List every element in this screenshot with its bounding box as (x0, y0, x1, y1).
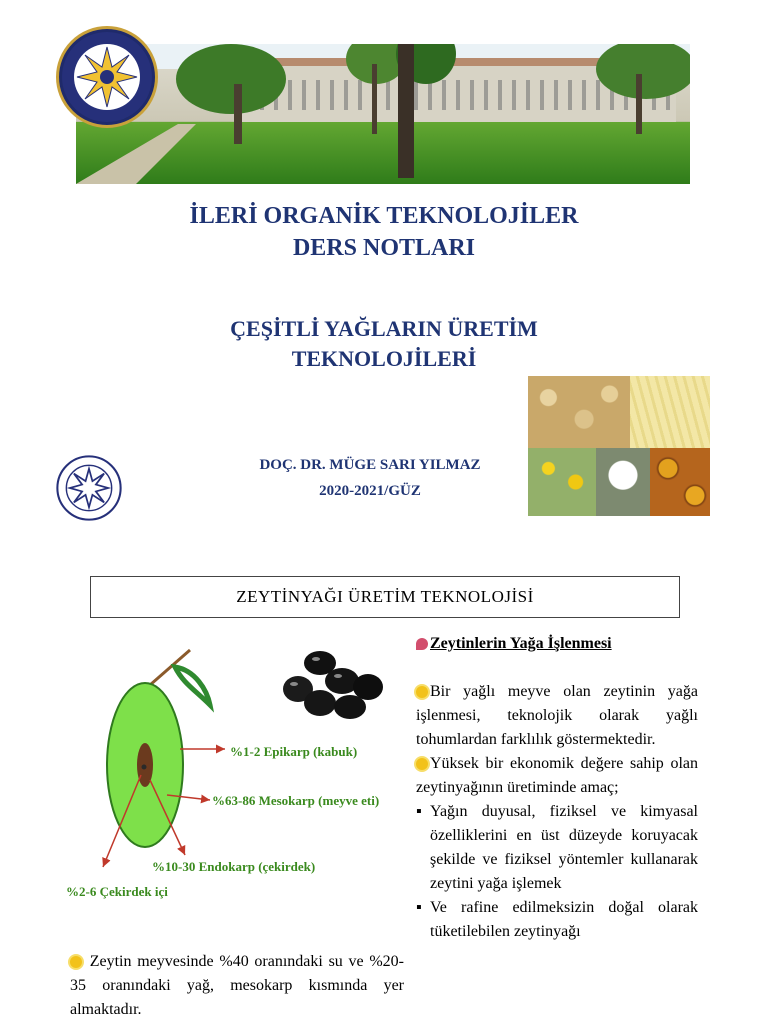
sun-bullet-icon (70, 956, 82, 968)
olive-processing-para2: Yüksek bir ekonomik değere sahip olan zeytinyağının üretiminde amaç; (416, 755, 698, 796)
university-seal-large (56, 26, 158, 128)
olive-composition-paragraph: Zeytin meyvesinde %40 oranındaki su ve %20-35 oranındaki yağ, mesokarp kısmında yer almaktadır. (70, 953, 405, 1018)
mesokarp-label: %63-86 Mesokarp (meyve eti) (212, 793, 380, 808)
olive-leaf-icon (175, 667, 210, 705)
black-olives-photo (272, 645, 392, 725)
seed-label: %2-6 Çekirdek içi (66, 884, 168, 899)
olive-processing-column (416, 632, 698, 944)
topic-title-line1: ÇEŞİTLİ YAĞLARIN ÜRETİM (230, 316, 538, 341)
sun-bullet-icon (416, 686, 428, 698)
olive-processing-heading: Zeytinlerin Yağa İşlenmesi (430, 635, 612, 652)
list-item: ▪ Yağın duyusal, fiziksel ve kimyasal özelliklerini en üst düzeyde koruyacak şekilde ve fiziksel yöntemler kullanarak zeytini yağa işlemek (416, 800, 698, 896)
square-bullet-icon: ▪ (416, 899, 422, 916)
square-bullet-icon: ▪ (416, 803, 422, 820)
olive-seed (142, 765, 147, 770)
soybeans-photo (528, 376, 630, 448)
course-title-line1: İLERİ ORGANİK TEKNOLOJİLER (189, 203, 579, 229)
course-title (0, 200, 768, 264)
author-block (170, 452, 570, 504)
flower-bullet-icon (416, 638, 428, 650)
endokarp-label: %10-30 Endokarp (çekirdek) (152, 859, 316, 874)
rapeseed-flowers-photo (528, 448, 596, 516)
oil-crops-collage (528, 376, 710, 516)
author-name: DOÇ. DR. MÜGE SARI YILMAZ (259, 457, 481, 473)
section-title-box (90, 576, 680, 618)
academic-term: 2020-2021/GÜZ (319, 483, 421, 499)
topic-title-line2: TEKNOLOJİLERİ (291, 346, 477, 371)
sun-bullet-icon (416, 758, 428, 770)
sunflower-photo (650, 448, 710, 516)
topic-title (0, 314, 768, 374)
star-emblem-icon (59, 29, 155, 125)
university-seal-small (56, 455, 122, 521)
corn-photo (630, 376, 710, 448)
epikarp-label: %1-2 Epikarp (kabuk) (230, 744, 358, 759)
section-title: ZEYTİNYAĞI ÜRETİM TEKNOLOJİSİ (236, 587, 534, 606)
campus-banner-photo (76, 44, 690, 184)
course-title-line2: DERS NOTLARI (292, 235, 476, 261)
olive-processing-para1: Bir yağlı meyve olan zeytinin yağa işlenmesi, teknolojik olarak yağlı tohumlardan farklılık göstermektedir. (416, 683, 698, 748)
star-emblem-small-icon (56, 455, 122, 521)
cotton-photo (596, 448, 650, 516)
list-item: ▪ Ve rafine edilmeksizin doğal olarak tüketilebilen zeytinyağı (416, 896, 698, 944)
